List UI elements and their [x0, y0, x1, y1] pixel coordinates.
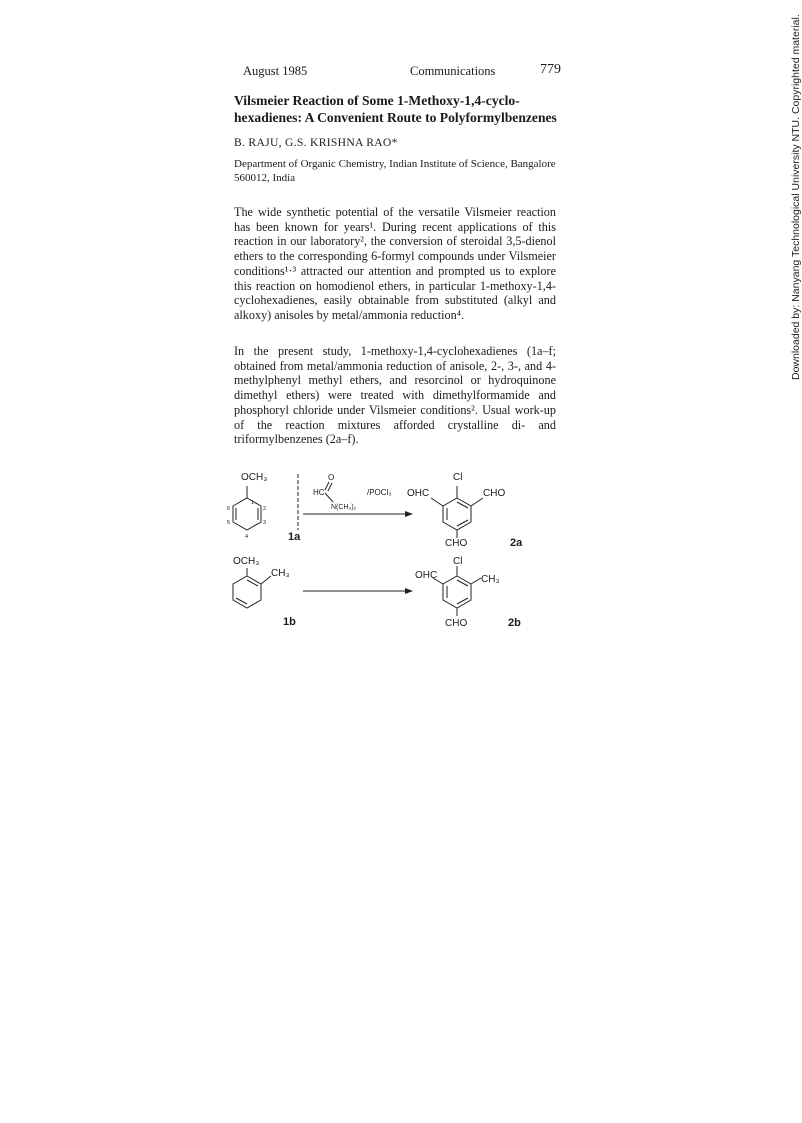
ring-locant-5: 5: [227, 520, 231, 526]
download-watermark: Downloaded by: Nanyang Technological University NTU. Copyrighted material.: [790, 14, 802, 380]
header-journal-name: Communications: [410, 64, 496, 78]
label-och3-1b: OCH₃: [233, 556, 260, 567]
compound-label-1b: 1b: [283, 616, 296, 628]
reaction-arrow-head-1: [405, 511, 413, 517]
ring-locant-3: 3: [263, 520, 267, 526]
reaction-arrow-head-2: [405, 588, 413, 594]
ring-locant-4: 4: [245, 534, 249, 540]
article-title-line-2: hexadienes: A Convenient Route to Polyformylbenzenes: [234, 110, 557, 125]
article-authors: B. RAJU, G.S. KRISHNA RAO*: [234, 136, 398, 149]
label-cl-2a: Cl: [453, 472, 463, 483]
label-ch3-1b: CH₃: [271, 568, 290, 579]
ring-1b: [233, 576, 261, 608]
reaction-scheme: [225, 468, 555, 638]
header-page-number: 779: [540, 62, 561, 77]
article-title-line-1: Vilsmeier Reaction of Some 1-Methoxy-1,4-cyclo-: [234, 93, 520, 108]
reagent-hc: HC: [313, 488, 325, 497]
ring-locant-2: 2: [263, 506, 267, 512]
article-affiliation: Department of Organic Chemistry, Indian Institute of Science, Bangalore 560012, India: [234, 158, 556, 184]
article-title: [234, 92, 574, 126]
label-ohc-2b: OHC: [415, 570, 438, 581]
label-cho-bottom-2a: CHO: [445, 538, 468, 549]
header-date: August 1985: [243, 64, 308, 78]
body-paragraph-1: The wide synthetic potential of the versatile Vilsmeier reaction has been known for years¹. During recent applications of this reaction in our laboratory², the conversion of steroidal 3,5-dienol ethers to the corresponding 6-formyl compounds under Vilsmeier conditions¹·³ attracted our attention and prompted us to explore this reaction on homodienol ethers, in particular 1-methoxy-1,4-cyclohexadienes, easily obtainable from substituted (alkyl and alkoxy) anisoles by metal/ammonia reduction⁴.: [234, 205, 556, 322]
label-cho-right-2a: CHO: [483, 488, 506, 499]
compound-label-1a: 1a: [288, 531, 301, 543]
reagent-pocl3: /POCl₃: [367, 488, 392, 497]
reagent-oxygen: O: [328, 473, 335, 482]
reagent-nme2: N(CH₃)₂: [331, 504, 357, 511]
label-ch3-2b: CH₃: [481, 574, 500, 585]
compound-label-2b: 2b: [508, 617, 521, 629]
body-paragraph-2: In the present study, 1-methoxy-1,4-cyclohexadienes (1a–f; obtained from metal/ammonia reduction of anisole, 2-, 3-, and 4-methylphenyl methyl ethers, and resorcinol or hydroquinone dimethyl ethers) were treated with dimethylformamide and phosphoryl chloride under Vilsmeier conditions². Usual work-up of the reaction mixtures afforded crystalline di- and triformylbenzenes (2a–f).: [234, 344, 556, 447]
label-cl-2b: Cl: [453, 556, 463, 567]
label-och3-1a: OCH₃: [241, 472, 268, 483]
label-cho-bottom-2b: CHO: [445, 618, 468, 629]
ring-locant-6: 6: [227, 506, 231, 512]
label-ohc-2a: OHC: [407, 488, 430, 499]
ring-1a: [233, 498, 261, 530]
ring-locant-1: 1: [251, 500, 255, 506]
compound-label-2a: 2a: [510, 537, 523, 549]
